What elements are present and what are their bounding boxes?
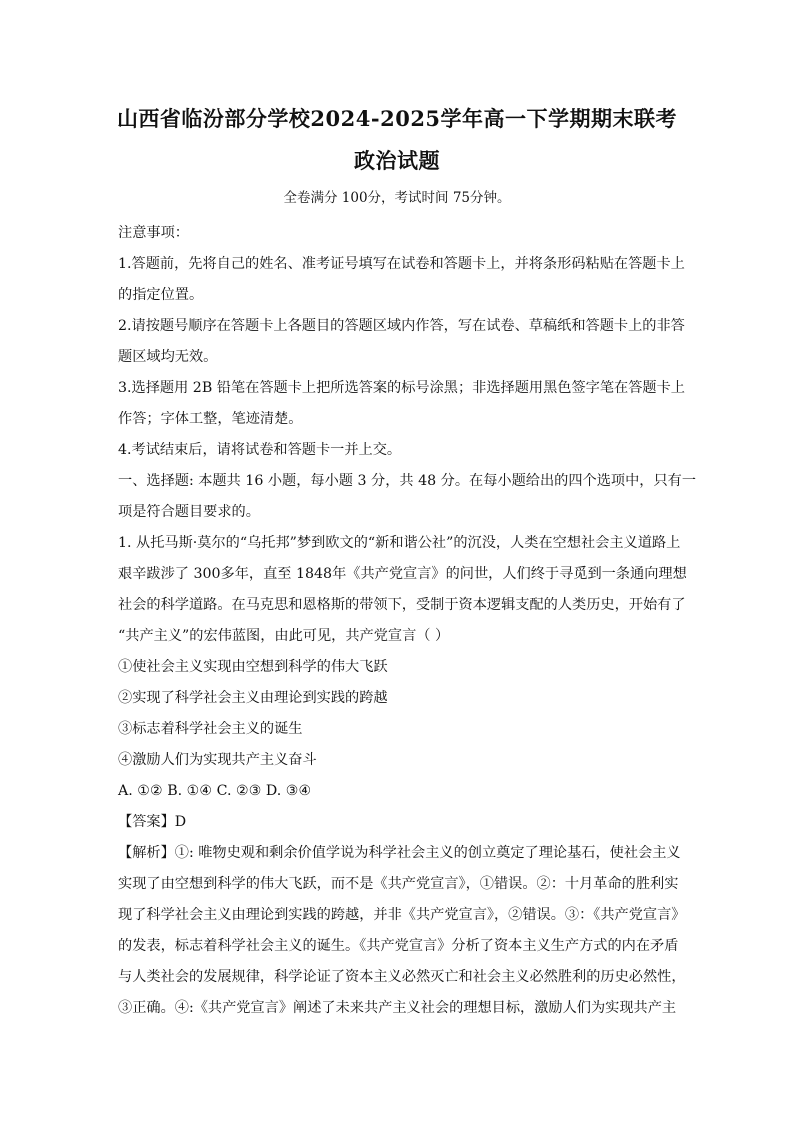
notes-line: 4.考试结束后，请将试卷和答题卡一并上交。 [118, 442, 402, 458]
notes-line: 2.请按题号顺序在答题卡上各题目的答题区域内作答，写在试卷、草稿纸和答题卡上的非答 [118, 318, 685, 334]
notes-line: 作答；字体工整，笔迹清楚。 [118, 411, 303, 427]
analysis-line: 与人类社会的发展规律，科学论证了资本主义必然灭亡和社会主义必然胜利的历史必然性， [118, 969, 686, 985]
notes-line: 3.选择题用 2B 铅笔在答题卡上把所选答案的标号涂黑；非选择题用黑色签字笔在答题卡上 [118, 380, 685, 396]
question-stem: 社会的科学道路。在马克思和恩格斯的带领下，受制于资本逻辑支配的人类历史，开始有了 [118, 597, 686, 613]
question-stem: 艰辛跋涉了 300多年，直至 1848年《共产党宣言》的问世，人们终于寻觅到一条通向理想 [118, 566, 687, 582]
section-heading: 项是符合题目要求的。 [118, 504, 260, 520]
subject-title: 政治试题 [354, 148, 440, 173]
question-item: ②实现了科学社会主义由理论到实践的跨越 [118, 690, 388, 706]
notes-line: 题区域均无效。 [118, 349, 218, 365]
analysis-line: 实现了由空想到科学的伟大飞跃，而不是《共产党宣言》，①错误。②：十月革命的胜利实 [118, 876, 679, 892]
analysis-line: ③正确。④:《共产党宣言》阐述了未来共产主义社会的理想目标，激励人们为实现共产主 [118, 1000, 677, 1016]
analysis-line: 的发表，标志着科学社会主义的诞生。《共产党宣言》分析了资本主义生产方式的内在矛盾 [118, 938, 679, 954]
question-item: ④激励人们为实现共产主义奋斗 [118, 752, 317, 768]
question-item: ①使社会主义实现由空想到科学的伟大飞跃 [118, 659, 388, 675]
question-item: ③标志着科学社会主义的诞生 [118, 721, 303, 737]
notes-line: 的指定位置。 [118, 287, 204, 303]
document-body [118, 218, 697, 1024]
analysis-line: 【解析】①: 唯物史观和剩余价值学说为科学社会主义的创立奠定了理论基石，使社会主义 [118, 845, 681, 861]
notes-line: 1.答题前，先将自己的姓名、准考证号填写在试卷和答题卡上，并将条形码粘贴在答题卡上 [118, 256, 685, 272]
analysis-line: 现了科学社会主义由理论到实践的跨越，并非《共产党宣言》，②错误。③：《共产党宣言》 [118, 907, 686, 923]
question-stem: “共产主义”的宏伟蓝图，由此可见，共产党宣言（ ） [118, 628, 450, 644]
question-options: A. ①② B. ①④ C. ②③ D. ③④ [118, 783, 312, 799]
notes-heading: 注意事项： [118, 225, 189, 241]
exam-title: 山西省临汾部分学校2024-2025学年高一下学期期末联考 [116, 106, 678, 131]
section-heading: 一、选择题: 本题共 16 小题，每小题 3 分，共 48 分。在每小题给出的四个选项中，只有一 [118, 473, 697, 489]
question-stem: 1. 从托马斯·莫尔的“乌托邦”梦到欧文的“新和谐公社”的沉没，人类在空想社会主义道路上 [118, 535, 681, 551]
exam-info: 全卷满分 100分，考试时间 75分钟。 [283, 190, 511, 206]
answer-line: 【答案】D [118, 814, 187, 830]
